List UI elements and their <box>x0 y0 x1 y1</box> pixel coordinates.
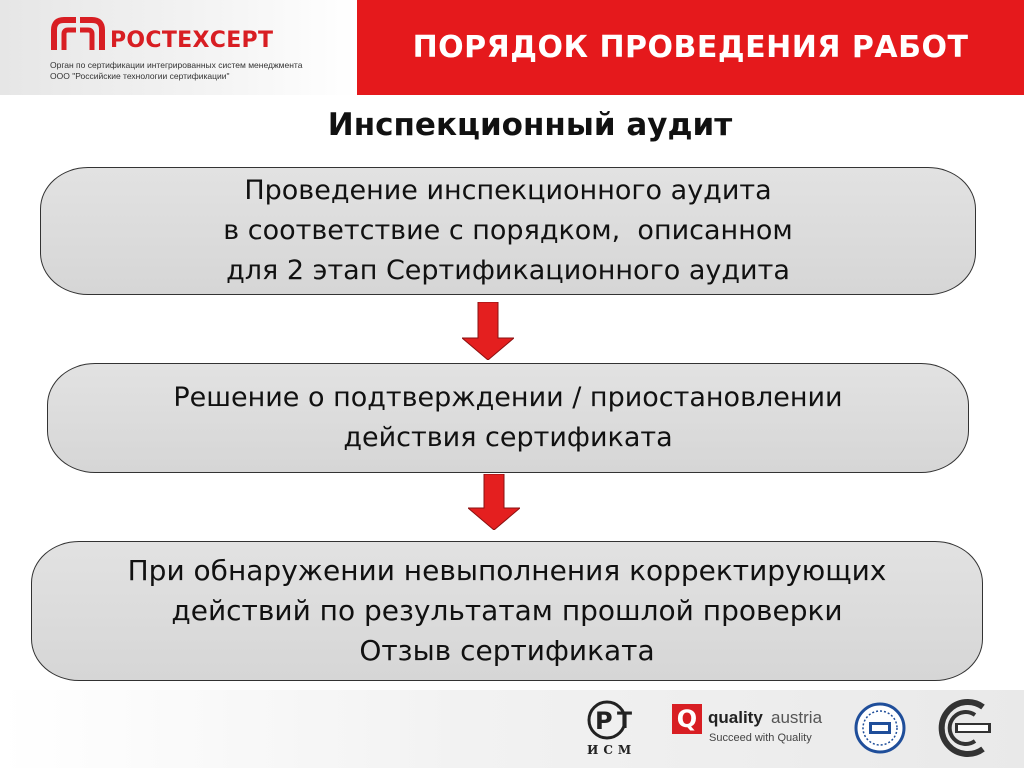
flow-step-revocation <box>31 541 983 681</box>
page-title: ПОРЯДОК ПРОВЕДЕНИЯ РАБОТ <box>412 30 969 65</box>
qualityaustria-logo-icon: Q <box>672 704 702 734</box>
qualityaustria-tagline: Succeed with Quality <box>709 732 812 744</box>
flow-step-text: для 2 этап Сертификационного аудита <box>226 255 790 286</box>
svg-text:Р: Р <box>595 707 613 735</box>
flow-step-text: действий по результатам прошлой проверки <box>171 594 843 627</box>
logo-subtitle: ООО "Российские технологии сертификации" <box>50 71 230 81</box>
flow-step-text: действия сертификата <box>343 422 673 453</box>
down-arrow-icon <box>462 302 514 360</box>
qualityaustria-brand: quality <box>708 708 763 727</box>
qualityaustria-logo <box>672 702 842 752</box>
flow-step-text: Проведение инспекционного аудита <box>244 175 772 206</box>
flow-step-text: Отзыв сертификата <box>359 634 655 667</box>
logo-name: РОСТЕХСЕРТ <box>110 28 274 53</box>
logo-subtitle: Орган по сертификации интегрированных систем менеджмента <box>50 60 303 70</box>
flow-step-text: Решение о подтверждении / приостановлении <box>173 382 843 413</box>
iqnet-logo-icon <box>854 702 906 754</box>
flow-step-text: При обнаружении невыполнения корректирующих <box>127 554 887 587</box>
svg-text:Т: Т <box>617 709 633 734</box>
svg-text:ИСМ: ИСМ <box>587 743 637 757</box>
bbt-logo-icon <box>925 697 997 759</box>
rostexsert-logo-icon <box>50 16 108 54</box>
rst-ism-logo-icon <box>583 698 641 758</box>
flow-step-text: в соответствие с порядком, описанном <box>223 215 793 246</box>
qualityaustria-brand: austria <box>771 708 823 727</box>
flow-step-decision <box>47 363 969 473</box>
down-arrow-icon <box>468 474 520 530</box>
section-heading: Инспекционный аудит <box>327 107 733 143</box>
flow-step-inspection-audit <box>40 167 976 295</box>
